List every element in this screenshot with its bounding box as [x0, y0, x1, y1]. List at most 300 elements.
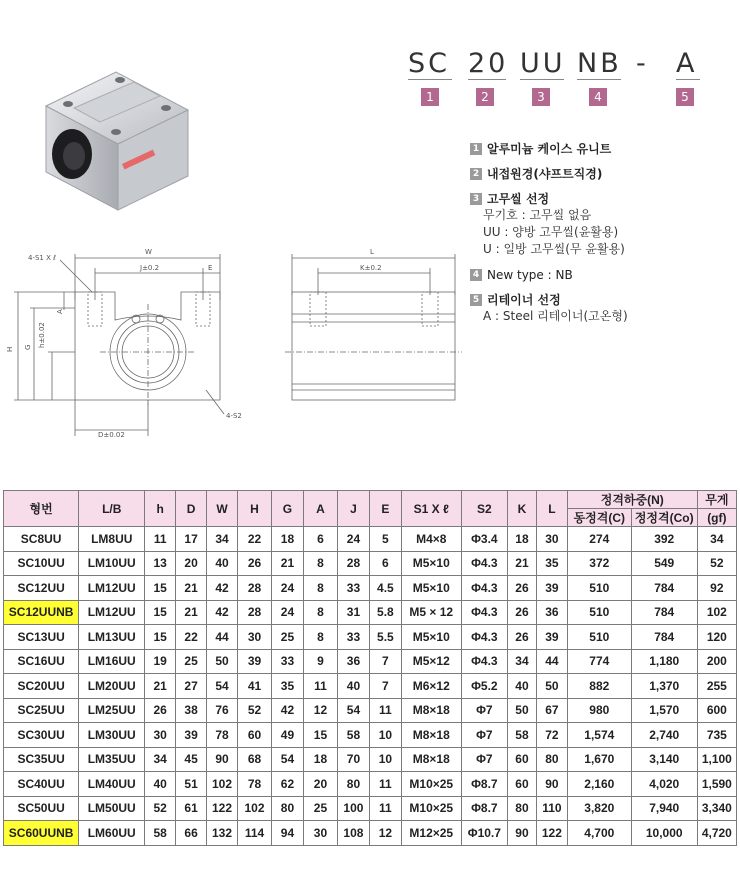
table-cell-w: 90	[207, 747, 238, 772]
table-cell-h: 52	[145, 796, 176, 821]
table-cell-wt: 200	[697, 649, 736, 674]
table-cell-s2: Φ4.3	[461, 649, 507, 674]
table-cell-model: SC30UU	[4, 723, 79, 748]
table-cell-l: 36	[536, 600, 567, 625]
table-cell-h: 26	[237, 551, 271, 576]
table-cell-c: 3,820	[567, 796, 631, 821]
table-cell-d: 66	[176, 821, 207, 846]
table-cell-k: 26	[508, 576, 537, 601]
table-cell-h: 52	[237, 698, 271, 723]
table-cell-k: 50	[508, 698, 537, 723]
table-row	[4, 576, 737, 601]
table-cell-wt: 102	[697, 600, 736, 625]
table-cell-co: 784	[631, 625, 697, 650]
table-cell-s1: M8×18	[401, 698, 461, 723]
table-cell-lb: LM12UU	[79, 576, 145, 601]
table-cell-s1: M8×18	[401, 723, 461, 748]
table-cell-l: 39	[536, 576, 567, 601]
table-cell-e: 12	[369, 821, 401, 846]
code-badge: 3	[532, 88, 550, 106]
table-cell-s2: Φ4.3	[461, 576, 507, 601]
table-cell-d: 17	[176, 527, 207, 552]
table-cell-c: 510	[567, 576, 631, 601]
code-badge: 5	[676, 88, 694, 106]
table-cell-s1: M4×8	[401, 527, 461, 552]
legend-label: 리테이너 선정	[487, 293, 561, 307]
table-cell-d: 22	[176, 625, 207, 650]
code-underline	[676, 79, 700, 80]
legend-sub: A : Steel 리테이너(고온형)	[483, 309, 628, 323]
table-cell-k: 90	[508, 821, 537, 846]
table-cell-s1: M5×10	[401, 576, 461, 601]
table-cell-lb: LM25UU	[79, 698, 145, 723]
table-cell-g: 80	[272, 796, 304, 821]
table-row	[4, 747, 737, 772]
table-cell-g: 94	[272, 821, 304, 846]
table-cell-a: 15	[303, 723, 337, 748]
table-cell-e: 11	[369, 772, 401, 797]
table-cell-lb: LM35UU	[79, 747, 145, 772]
table-cell-a: 9	[303, 649, 337, 674]
table-cell-h: 28	[237, 576, 271, 601]
col-header: L/B	[79, 491, 145, 527]
table-cell-c: 980	[567, 698, 631, 723]
table-cell-j: 80	[337, 772, 369, 797]
table-cell-h: 41	[237, 674, 271, 699]
table-cell-co: 784	[631, 576, 697, 601]
table-cell-lb: LM30UU	[79, 723, 145, 748]
col-header: S2	[461, 491, 507, 527]
table-cell-a: 12	[303, 698, 337, 723]
load-subheader: 정정격(Co)	[631, 509, 697, 527]
table-cell-c: 4,700	[567, 821, 631, 846]
legend-item	[470, 165, 730, 182]
table-cell-lb: LM10UU	[79, 551, 145, 576]
table-cell-e: 10	[369, 723, 401, 748]
label-h-tol: h±0.02	[38, 322, 46, 348]
code-underline	[520, 79, 564, 80]
table-cell-s2: Φ10.7	[461, 821, 507, 846]
table-cell-lb: LM50UU	[79, 796, 145, 821]
side-view-drawing	[280, 240, 470, 440]
table-cell-wt: 52	[697, 551, 736, 576]
table-cell-l: 35	[536, 551, 567, 576]
table-cell-l: 122	[536, 821, 567, 846]
table-cell-c: 2,160	[567, 772, 631, 797]
table-cell-wt: 34	[697, 527, 736, 552]
table-cell-a: 30	[303, 821, 337, 846]
label-s1: 4-S1 X ℓ	[28, 254, 57, 262]
table-cell-wt: 1,100	[697, 747, 736, 772]
table-cell-d: 21	[176, 576, 207, 601]
table-cell-lb: LM12UU	[79, 600, 145, 625]
table-cell-s1: M5×10	[401, 551, 461, 576]
table-cell-l: 80	[536, 747, 567, 772]
label-h: H	[6, 346, 14, 352]
legend-label: 고무씰 선정	[487, 192, 550, 206]
table-cell-j: 33	[337, 576, 369, 601]
table-cell-co: 1,570	[631, 698, 697, 723]
table-cell-co: 392	[631, 527, 697, 552]
legend-number: 3	[470, 193, 482, 205]
table-cell-l: 44	[536, 649, 567, 674]
code-dash: -	[636, 48, 649, 79]
label-l: L	[370, 248, 374, 256]
code-badge: 4	[589, 88, 607, 106]
col-header: H	[237, 491, 271, 527]
table-cell-wt: 4,720	[697, 821, 736, 846]
table-cell-h: 28	[237, 600, 271, 625]
legend-label: 알루미늄 케이스 유니트	[487, 142, 612, 156]
table-cell-a: 8	[303, 576, 337, 601]
table-cell-model: SC13UU	[4, 625, 79, 650]
table-cell-co: 3,140	[631, 747, 697, 772]
legend-item	[470, 291, 730, 308]
table-cell-e: 6	[369, 551, 401, 576]
table-cell-model: SC16UU	[4, 649, 79, 674]
table-cell-k: 40	[508, 674, 537, 699]
table-cell-g: 54	[272, 747, 304, 772]
table-cell-l: 72	[536, 723, 567, 748]
table-cell-s1: M5 × 12	[401, 600, 461, 625]
table-cell-c: 274	[567, 527, 631, 552]
table-cell-wt: 1,590	[697, 772, 736, 797]
table-cell-co: 1,370	[631, 674, 697, 699]
table-cell-k: 34	[508, 649, 537, 674]
table-cell-co: 549	[631, 551, 697, 576]
table-cell-s1: M5×12	[401, 649, 461, 674]
label-w: W	[145, 248, 152, 256]
table-cell-wt: 255	[697, 674, 736, 699]
table-cell-e: 5	[369, 527, 401, 552]
table-cell-k: 60	[508, 747, 537, 772]
table-cell-j: 108	[337, 821, 369, 846]
table-row	[4, 527, 737, 552]
table-cell-k: 26	[508, 600, 537, 625]
table-cell-e: 10	[369, 747, 401, 772]
table-cell-d: 61	[176, 796, 207, 821]
label-j: J±0.2	[140, 264, 160, 272]
table-cell-k: 26	[508, 625, 537, 650]
table-cell-h: 102	[237, 796, 271, 821]
table-cell-a: 8	[303, 625, 337, 650]
table-cell-h: 22	[237, 527, 271, 552]
table-cell-co: 4,020	[631, 772, 697, 797]
table-cell-co: 2,740	[631, 723, 697, 748]
table-cell-w: 50	[207, 649, 238, 674]
table-cell-model: SC8UU	[4, 527, 79, 552]
table-cell-c: 1,574	[567, 723, 631, 748]
legend-number: 4	[470, 269, 482, 281]
col-header: 형번	[4, 491, 79, 527]
table-cell-e: 7	[369, 649, 401, 674]
table-cell-j: 70	[337, 747, 369, 772]
table-cell-lb: LM16UU	[79, 649, 145, 674]
legend-item	[470, 140, 730, 157]
table-cell-wt: 3,340	[697, 796, 736, 821]
table-cell-j: 36	[337, 649, 369, 674]
table-cell-h: 58	[145, 821, 176, 846]
legend-number: 2	[470, 168, 482, 180]
table-cell-h: 15	[145, 576, 176, 601]
table-row	[4, 674, 737, 699]
table-cell-k: 21	[508, 551, 537, 576]
table-cell-e: 4.5	[369, 576, 401, 601]
table-row	[4, 649, 737, 674]
table-cell-k: 80	[508, 796, 537, 821]
legend-number: 5	[470, 294, 482, 306]
table-cell-wt: 600	[697, 698, 736, 723]
label-a: A	[56, 309, 64, 314]
table-cell-g: 18	[272, 527, 304, 552]
table-cell-a: 8	[303, 600, 337, 625]
table-row	[4, 698, 737, 723]
table-cell-e: 7	[369, 674, 401, 699]
table-cell-j: 24	[337, 527, 369, 552]
table-header-row	[4, 491, 737, 509]
table-cell-lb: LM8UU	[79, 527, 145, 552]
table-cell-s2: Φ7	[461, 723, 507, 748]
load-header: 정격하중(N)	[567, 491, 697, 509]
table-cell-h: 15	[145, 600, 176, 625]
table-cell-c: 510	[567, 600, 631, 625]
code-legend	[470, 140, 730, 325]
table-cell-a: 6	[303, 527, 337, 552]
table-cell-h: 114	[237, 821, 271, 846]
table-cell-d: 39	[176, 723, 207, 748]
table-cell-j: 40	[337, 674, 369, 699]
legend-sub: UU : 양방 고무씰(윤활용)	[483, 225, 619, 239]
table-cell-s2: Φ4.3	[461, 600, 507, 625]
table-cell-l: 110	[536, 796, 567, 821]
table-cell-model: SC60UUNB	[4, 821, 79, 846]
table-cell-j: 58	[337, 723, 369, 748]
label-d: D±0.02	[98, 431, 125, 439]
table-cell-w: 44	[207, 625, 238, 650]
table-cell-l: 50	[536, 674, 567, 699]
table-cell-h: 60	[237, 723, 271, 748]
legend-label: New type : NB	[487, 267, 573, 282]
table-cell-w: 122	[207, 796, 238, 821]
legend-label: 내접원경(샤프트직경)	[487, 167, 603, 181]
table-cell-w: 34	[207, 527, 238, 552]
label-e: E	[208, 264, 213, 272]
table-cell-s1: M12×25	[401, 821, 461, 846]
table-row	[4, 796, 737, 821]
table-cell-k: 60	[508, 772, 537, 797]
table-cell-a: 20	[303, 772, 337, 797]
code-type: NB	[577, 48, 622, 79]
table-cell-k: 18	[508, 527, 537, 552]
table-cell-g: 24	[272, 600, 304, 625]
legend-sub: 무기호 : 고무씰 없음	[483, 208, 592, 222]
table-cell-lb: LM13UU	[79, 625, 145, 650]
table-cell-g: 25	[272, 625, 304, 650]
table-cell-e: 5.8	[369, 600, 401, 625]
table-cell-model: SC20UU	[4, 674, 79, 699]
legend-item	[470, 190, 730, 207]
table-cell-model: SC40UU	[4, 772, 79, 797]
code-underline	[577, 79, 621, 80]
table-cell-g: 35	[272, 674, 304, 699]
table-cell-s1: M5×10	[401, 625, 461, 650]
table-cell-co: 784	[631, 600, 697, 625]
legend-number: 1	[470, 143, 482, 155]
table-cell-l: 90	[536, 772, 567, 797]
table-cell-g: 42	[272, 698, 304, 723]
code-underline	[408, 79, 452, 80]
table-cell-h: 40	[145, 772, 176, 797]
table-cell-s1: M8×18	[401, 747, 461, 772]
table-cell-s2: Φ5.2	[461, 674, 507, 699]
weight-unit: (gf)	[697, 509, 736, 527]
front-view-drawing	[0, 240, 260, 440]
col-header: A	[303, 491, 337, 527]
table-row	[4, 625, 737, 650]
table-cell-wt: 120	[697, 625, 736, 650]
table-cell-s2: Φ7	[461, 698, 507, 723]
table-cell-co: 1,180	[631, 649, 697, 674]
table-cell-w: 76	[207, 698, 238, 723]
table-cell-c: 372	[567, 551, 631, 576]
table-cell-g: 33	[272, 649, 304, 674]
spec-table	[3, 490, 737, 846]
table-cell-g: 24	[272, 576, 304, 601]
table-cell-model: SC35UU	[4, 747, 79, 772]
table-row	[4, 551, 737, 576]
product-photo	[38, 68, 198, 216]
table-cell-d: 27	[176, 674, 207, 699]
legend-sub: U : 일방 고무씰(무 윤활용)	[483, 242, 625, 256]
table-cell-model: SC12UUNB	[4, 600, 79, 625]
table-cell-l: 67	[536, 698, 567, 723]
table-cell-g: 49	[272, 723, 304, 748]
table-cell-w: 42	[207, 600, 238, 625]
table-cell-wt: 735	[697, 723, 736, 748]
table-cell-h: 26	[145, 698, 176, 723]
col-header: W	[207, 491, 238, 527]
table-cell-h: 13	[145, 551, 176, 576]
table-cell-h: 15	[145, 625, 176, 650]
table-cell-w: 132	[207, 821, 238, 846]
col-header: D	[176, 491, 207, 527]
table-cell-lb: LM60UU	[79, 821, 145, 846]
table-cell-j: 31	[337, 600, 369, 625]
col-header: S1 X ℓ	[401, 491, 461, 527]
table-cell-s2: Φ8.7	[461, 772, 507, 797]
table-row	[4, 772, 737, 797]
code-series: SC	[408, 48, 450, 79]
label-s2: 4-S2	[226, 412, 242, 420]
table-cell-lb: LM40UU	[79, 772, 145, 797]
table-cell-a: 11	[303, 674, 337, 699]
table-cell-s1: M6×12	[401, 674, 461, 699]
code-size: 20	[468, 48, 509, 79]
table-cell-model: SC25UU	[4, 698, 79, 723]
table-cell-h: 68	[237, 747, 271, 772]
table-cell-d: 38	[176, 698, 207, 723]
table-cell-e: 5.5	[369, 625, 401, 650]
table-row	[4, 723, 737, 748]
table-cell-a: 25	[303, 796, 337, 821]
table-cell-s2: Φ7	[461, 747, 507, 772]
col-header: L	[536, 491, 567, 527]
code-retainer: A	[676, 48, 698, 79]
table-cell-lb: LM20UU	[79, 674, 145, 699]
col-header: G	[272, 491, 304, 527]
table-cell-s1: M10×25	[401, 772, 461, 797]
table-cell-w: 54	[207, 674, 238, 699]
col-header: E	[369, 491, 401, 527]
table-cell-c: 1,670	[567, 747, 631, 772]
table-cell-h: 19	[145, 649, 176, 674]
table-row	[4, 821, 737, 846]
table-cell-h: 30	[237, 625, 271, 650]
code-badge: 1	[421, 88, 439, 106]
table-cell-d: 45	[176, 747, 207, 772]
table-cell-d: 21	[176, 600, 207, 625]
table-cell-w: 102	[207, 772, 238, 797]
weight-header: 무게	[697, 491, 736, 509]
col-header: K	[508, 491, 537, 527]
table-cell-j: 54	[337, 698, 369, 723]
table-cell-s2: Φ8.7	[461, 796, 507, 821]
code-underline	[468, 79, 506, 80]
table-cell-co: 7,940	[631, 796, 697, 821]
label-k: K±0.2	[360, 264, 382, 272]
code-badge: 2	[476, 88, 494, 106]
table-cell-h: 78	[237, 772, 271, 797]
label-g: G	[24, 344, 32, 350]
table-cell-l: 30	[536, 527, 567, 552]
table-cell-wt: 92	[697, 576, 736, 601]
table-cell-c: 774	[567, 649, 631, 674]
table-cell-d: 51	[176, 772, 207, 797]
table-cell-h: 30	[145, 723, 176, 748]
table-cell-e: 11	[369, 796, 401, 821]
col-header: J	[337, 491, 369, 527]
table-cell-j: 33	[337, 625, 369, 650]
table-cell-co: 10,000	[631, 821, 697, 846]
table-cell-s2: Φ4.3	[461, 625, 507, 650]
table-cell-a: 8	[303, 551, 337, 576]
col-header: h	[145, 491, 176, 527]
table-cell-h: 21	[145, 674, 176, 699]
code-seal: UU	[520, 48, 566, 79]
table-cell-model: SC12UU	[4, 576, 79, 601]
table-cell-model: SC10UU	[4, 551, 79, 576]
table-cell-h: 39	[237, 649, 271, 674]
legend-item	[470, 266, 730, 283]
table-cell-s1: M10×25	[401, 796, 461, 821]
table-cell-w: 78	[207, 723, 238, 748]
table-row	[4, 600, 737, 625]
load-subheader: 동정격(C)	[567, 509, 631, 527]
table-cell-g: 62	[272, 772, 304, 797]
table-cell-l: 39	[536, 625, 567, 650]
table-cell-j: 28	[337, 551, 369, 576]
table-cell-h: 34	[145, 747, 176, 772]
table-cell-g: 21	[272, 551, 304, 576]
table-cell-s2: Φ4.3	[461, 551, 507, 576]
table-cell-a: 18	[303, 747, 337, 772]
table-cell-k: 58	[508, 723, 537, 748]
table-cell-w: 42	[207, 576, 238, 601]
table-cell-d: 25	[176, 649, 207, 674]
table-cell-e: 11	[369, 698, 401, 723]
table-cell-c: 510	[567, 625, 631, 650]
table-cell-j: 100	[337, 796, 369, 821]
